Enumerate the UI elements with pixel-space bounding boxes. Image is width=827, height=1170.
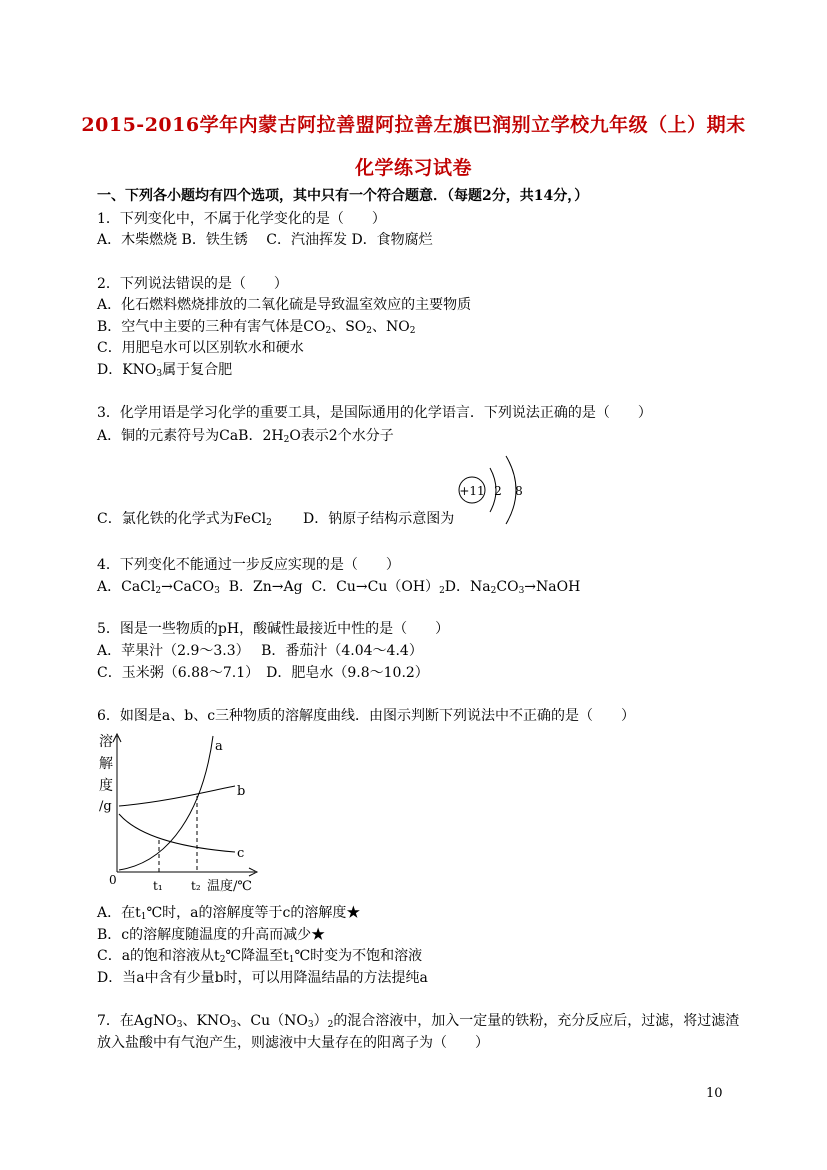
curve-b-label: b: [237, 784, 246, 799]
q6-option-c: C．a的饱和溶液从$t_2℃$降温至$t_1℃$时变为不饱和溶液: [97, 948, 423, 965]
q1-options: A．木柴燃烧 B．铁生锈 C．汽油挥发 D．食物腐烂: [97, 232, 433, 248]
q4-options: A．CaCl$_2$→CaCO$_3$ B．Zn→Ag C．$Cu\to Cu(OH)_2D$．$Na_2CO_3\to NaOH$: [97, 579, 581, 596]
q3-option-c: C．氯化铁的化学式为FeCl$_2$: [97, 511, 272, 528]
q6-option-a: A．在$t_1℃$时，a的溶解度等于c的溶解度★: [97, 905, 361, 922]
graph-ylabel-3: 度: [99, 778, 113, 794]
q2-option-a: A．化石燃料燃烧排放的二氧化硫是导致温室效应的主要物质: [97, 297, 472, 313]
graph-origin-label: 0: [109, 873, 117, 887]
atom-shell1-count: 2: [494, 484, 502, 498]
solubility-curve-graph: [95, 730, 265, 898]
atom-nucleus-label: +11: [459, 484, 485, 498]
q5-options-row2: C．玉米粥（6.88～7.1） D．肥皂水（9.8～10.2）: [97, 665, 429, 681]
graph-t2-label: t₂: [191, 879, 201, 893]
q6-stem: 6．如图是a、b、c三种物质的溶解度曲线．由图示判断下列说法中不正确的是（ ）: [97, 708, 636, 724]
exam-title-line1: 2015-2016学年内蒙古阿拉善盟阿拉善左旗巴润别立学校九年级（上）期末: [81, 114, 746, 136]
q2-option-c: C．用肥皂水可以区别软水和硬水: [97, 340, 304, 356]
graph-ylabel-1: 溶: [99, 734, 113, 750]
graph-xlabel: 温度/℃: [207, 879, 252, 894]
q2-option-d: D．$KNO_3$属于复合肥: [97, 362, 233, 379]
sodium-atom-diagram: [450, 450, 530, 530]
q3-option-ab: A．铜的元素符号为CaB．$2H_2O$表示2个水分子: [97, 428, 394, 445]
q6-option-d: D．当a中含有少量b时，可以用降温结晶的方法提纯a: [97, 970, 428, 986]
q4-stem: 4．下列变化不能通过一步反应实现的是（ ）: [97, 557, 400, 573]
curve-c-label: c: [237, 846, 245, 861]
q1-stem: 1．下列变化中，不属于化学变化的是（ ）: [97, 211, 386, 227]
q6-option-b: B．c的溶解度随温度的升高而减少★: [97, 927, 326, 943]
graph-t1-label: t₁: [153, 879, 163, 893]
curve-a: [119, 736, 213, 870]
q2-option-b: B．空气中主要的三种有害气体是$CO_2$、$SO_2$、$NO_2$: [97, 319, 416, 336]
graph-ylabel-4: /g: [99, 799, 112, 814]
page-number: 10: [706, 1086, 723, 1101]
q7-line1: 7．在AgNO$_3$、$KNO_3$、$Cu(NO_3)_2$的混合溶液中，加入一定量的铁粉，充分反应后，过滤，将过滤渣: [97, 1013, 740, 1030]
q3-option-d: D．钠原子结构示意图为: [303, 511, 455, 527]
curve-b: [119, 786, 235, 806]
exam-title-line2: 化学练习试卷: [354, 157, 472, 179]
q3-stem: 3．化学用语是学习化学的重要工具，是国际通用的化学语言．下列说法正确的是（ ）: [97, 405, 652, 421]
q7-line2: 放入盐酸中有气泡产生，则滤液中大量存在的阳离子为（ ）: [97, 1035, 489, 1051]
q2-stem: 2．下列说法错误的是（ ）: [97, 276, 288, 292]
graph-ylabel-2: 解: [99, 756, 113, 772]
q5-stem: 5．图是一些物质的pH，酸碱性最接近中性的是（ ）: [97, 621, 450, 637]
q5-options-row1: A．苹果汁（2.9～3.3） B．番茄汁（4.04～4.4）: [97, 643, 423, 659]
atom-shell2-count: 8: [515, 484, 523, 498]
curve-a-label: a: [215, 739, 223, 754]
section-heading: 一、下列各小题均有四个选项，其中只有一个符合题意．（每题2分，共14分，）: [97, 188, 589, 204]
